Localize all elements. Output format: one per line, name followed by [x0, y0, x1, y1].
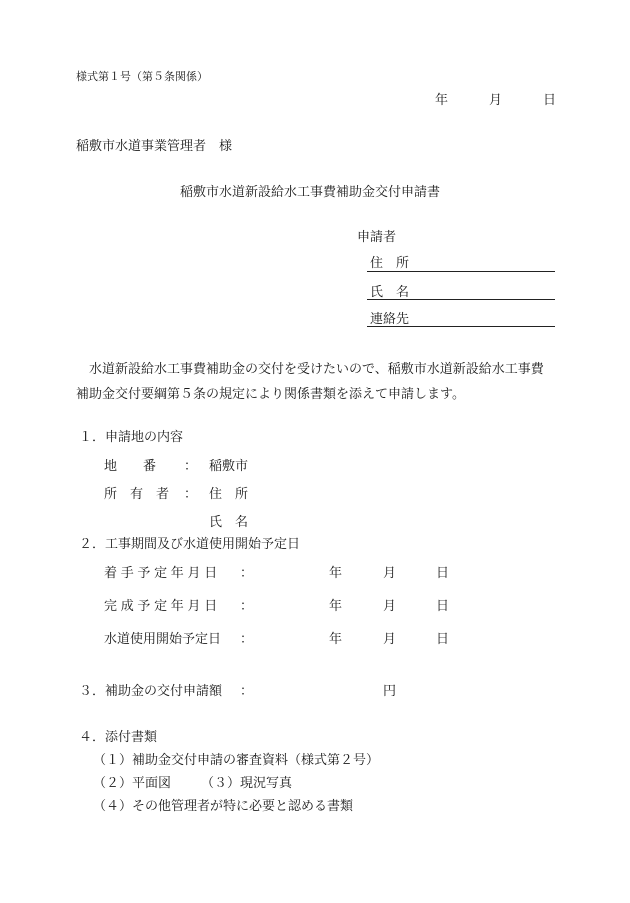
applicant-address-line[interactable]: [367, 271, 555, 272]
water-start-date-year: 年: [329, 632, 343, 647]
completion-date-year: 年: [329, 599, 343, 614]
attachment-item-3: （３）現況写真: [201, 776, 293, 791]
owner-address-label: 住 所: [209, 487, 249, 502]
water-start-date-day: 日: [436, 632, 450, 647]
applicant-contact-line[interactable]: [367, 326, 555, 327]
start-date-label: 着手予定年月日: [104, 566, 221, 581]
applicant-address-label: 住 所: [370, 256, 410, 271]
section4-heading: ４．添付書類: [79, 730, 158, 745]
applicant-name-label: 氏 名: [370, 285, 410, 300]
attachment-item-2: （２）平面図: [93, 776, 172, 791]
start-date-year: 年: [329, 566, 343, 581]
owner-colon: ：: [184, 487, 198, 502]
completion-date-label: 完成予定年月日: [104, 599, 221, 614]
section2-heading: ２．工事期間及び水道使用開始予定日: [79, 537, 301, 552]
lot-number-value: 稲敷市: [209, 459, 249, 474]
section3-heading: ３．補助金の交付申請額: [79, 684, 223, 699]
date-day-label: 日: [543, 93, 557, 108]
application-statement: 水道新設給水工事費補助金の交付を受けたいので、稲敷市水道新設給水工事費補助金交付要綱第５条の規定により関係書類を添えて申請します。: [76, 362, 544, 402]
completion-date-colon: ：: [240, 599, 254, 614]
form-number: 様式第１号（第５条関係）: [76, 70, 208, 83]
date-month-label: 月: [489, 93, 503, 108]
attachment-item-1: （１）補助金交付申請の審査資料（様式第２号）: [93, 753, 380, 768]
owner-label: 所 有 者: [104, 487, 170, 502]
completion-date-month: 月: [383, 599, 397, 614]
document-title: 稲敷市水道新設給水工事費補助金交付申請書: [180, 185, 441, 200]
subsidy-amount-unit: 円: [383, 684, 397, 699]
completion-date-day: 日: [436, 599, 450, 614]
start-date-month: 月: [383, 566, 397, 581]
start-date-colon: ：: [240, 566, 254, 581]
addressee: 稲敷市水道事業管理者 様: [76, 139, 233, 154]
water-start-date-label: 水道使用開始予定日: [104, 632, 222, 647]
subsidy-amount-colon: ：: [240, 684, 254, 699]
applicant-name-line[interactable]: [367, 299, 555, 300]
applicant-contact-label: 連絡先: [370, 312, 410, 327]
applicant-heading: 申請者: [357, 230, 397, 245]
start-date-day: 日: [436, 566, 450, 581]
water-start-date-colon: ：: [240, 632, 254, 647]
section1-heading: １．申請地の内容: [79, 430, 184, 445]
attachment-item-4: （４）その他管理者が特に必要と認める書類: [93, 799, 354, 814]
date-year-label: 年: [435, 93, 449, 108]
owner-name-label: 氏 名: [209, 515, 249, 530]
water-start-date-month: 月: [383, 632, 397, 647]
lot-number-label: 地 番: [104, 459, 157, 474]
lot-number-colon: ：: [184, 459, 198, 474]
